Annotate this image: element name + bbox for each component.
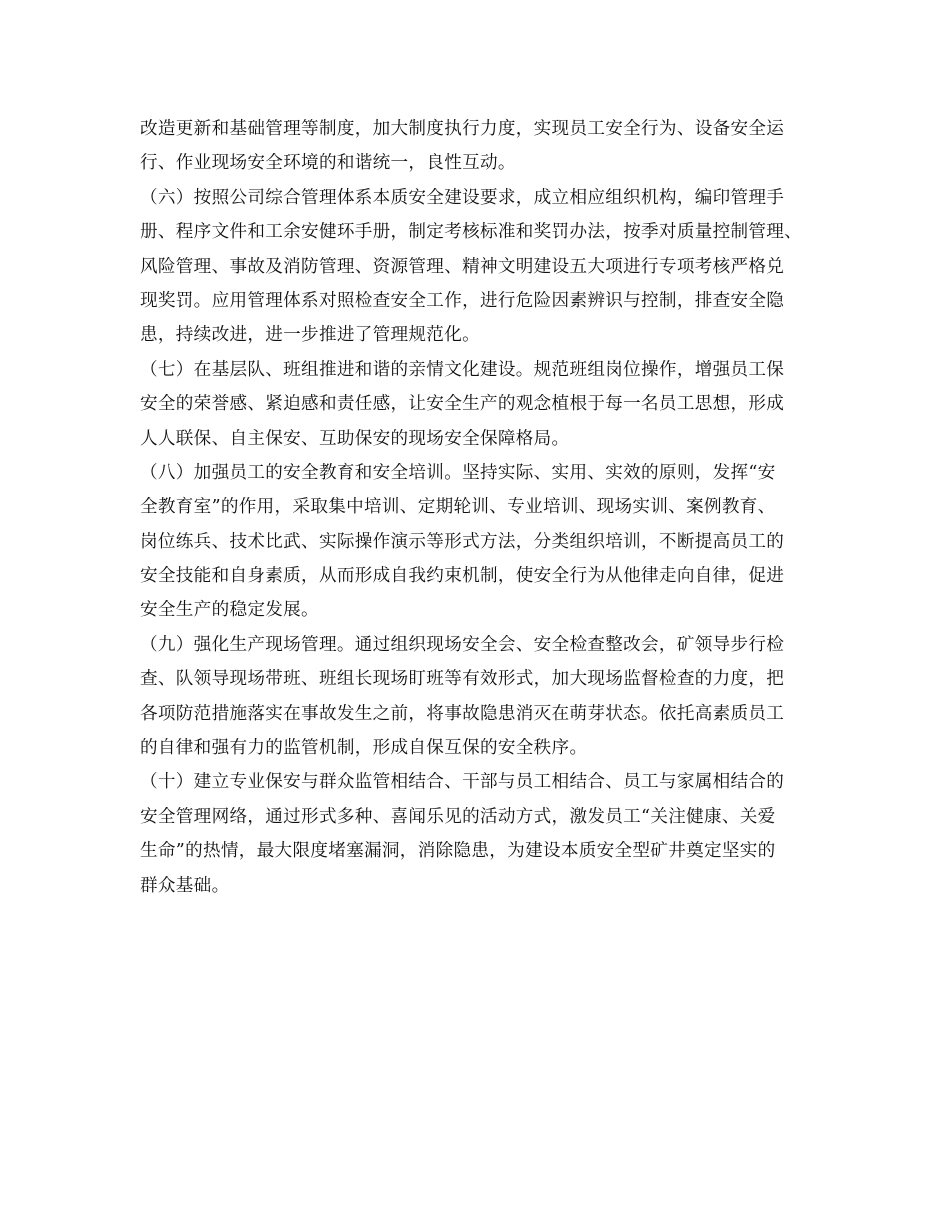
text-line: 安全管理网络，通过形式多种、喜闻乐见的活动方式，激发员工“关注健康、关爱 xyxy=(140,806,776,827)
text-line: 群众基础。 xyxy=(140,875,230,896)
text-line: （六）按照公司综合管理体系本质安全建设要求，成立相应组织机构，编印管理手 xyxy=(140,187,785,208)
text-line: 安全的荣誉感、紧迫感和责任感，让安全生产的观念植根于每一名员工思想，形成 xyxy=(140,394,785,415)
text-line: 人人联保、自主保安、互助保安的现场安全保障格局。 xyxy=(140,428,570,449)
text-line: 患，持续改进，进一步推进了管理规范化。 xyxy=(140,325,480,346)
text-line: 现奖罚。应用管理体系对照检查安全工作，进行危险因素辨识与控制，排查安全隐 xyxy=(140,290,785,311)
text-line: （九）强化生产现场管理。通过组织现场安全会、安全检查整改会，矿领导步行检 xyxy=(140,634,785,655)
text-line: （七）在基层队、班组推进和谐的亲情文化建设。规范班组岗位操作，增强员工保 xyxy=(140,359,785,380)
text-line: 安全生产的稳定发展。 xyxy=(140,600,319,621)
text-line: 生命”的热情，最大限度堵塞漏洞，消除隐患，为建设本质安全型矿井奠定坚实的 xyxy=(140,841,776,862)
text-line: （十）建立专业保安与群众监管相结合、干部与员工相结合、员工与家属相结合的 xyxy=(140,772,785,793)
text-line: 册、程序文件和工余安健环手册，制定考核标准和奖罚办法，按季对质量控制管理、 xyxy=(140,222,803,243)
text-line: 的自律和强有力的监管机制，形成自保互保的安全秩序。 xyxy=(140,738,588,759)
text-line: 岗位练兵、技术比武、实际操作演示等形式方法，分类组织培训，不断提高员工的 xyxy=(140,531,785,552)
text-line: 行、作业现场安全环境的和谐统一，良性互动。 xyxy=(140,153,516,174)
text-line: 改造更新和基础管理等制度，加大制度执行力度，实现员工安全行为、设备安全运 xyxy=(140,119,785,139)
text-line: 风险管理、事故及消防管理、资源管理、精神文明建设五大项进行专项考核严格兑 xyxy=(140,256,785,277)
text-line: 全教育室”的作用，采取集中培训、定期轮训、专业培训、现场实训、案例教育、 xyxy=(140,497,776,518)
document-body xyxy=(140,112,830,903)
text-line: 查、队领导现场带班、班组长现场盯班等有效形式，加大现场监督检查的力度，把 xyxy=(140,669,785,690)
text-line: 各项防范措施落实在事故发生之前，将事故隐患消灭在萌芽状态。依托高素质员工 xyxy=(140,703,785,724)
text-line: 安全技能和自身素质，从而形成自我约束机制，使安全行为从他律走向自律，促进 xyxy=(140,566,785,587)
text-line: （八）加强员工的安全教育和安全培训。坚持实际、实用、实效的原则，发挥“安 xyxy=(140,462,776,483)
